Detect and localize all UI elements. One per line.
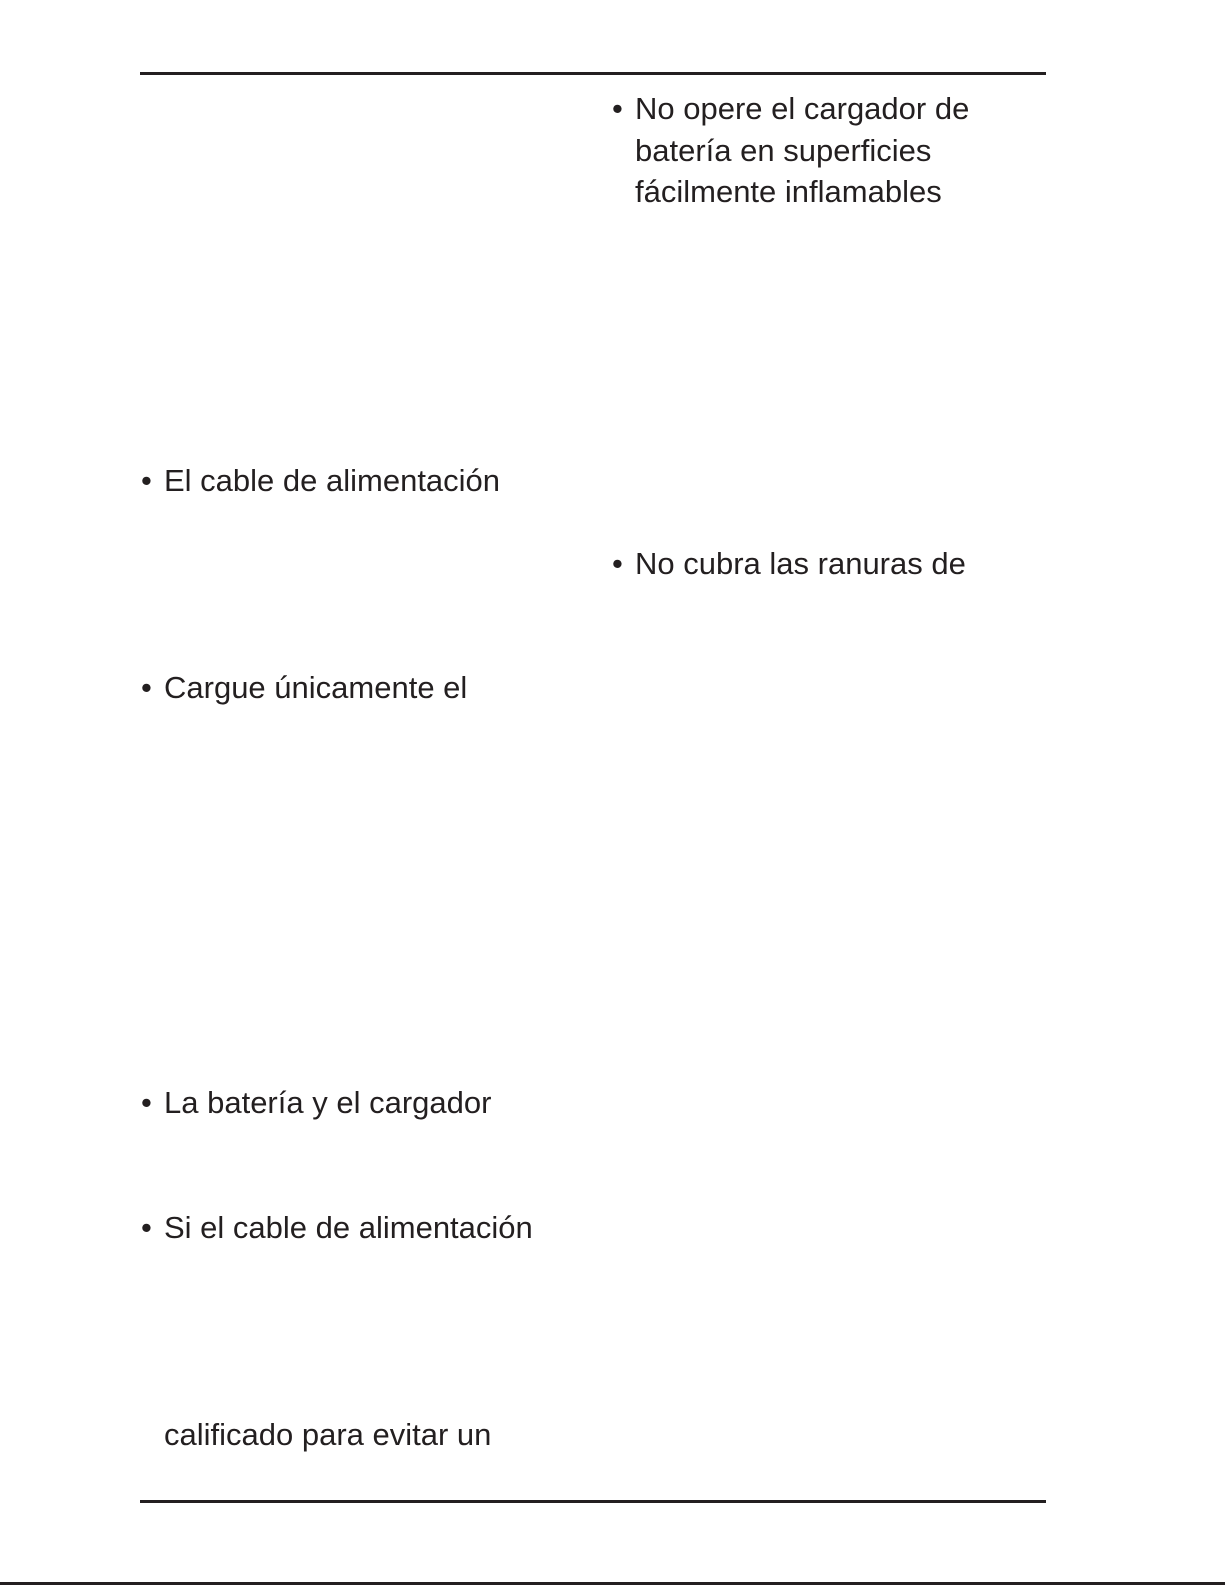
top-rule	[140, 72, 1046, 75]
bullet-icon: •	[612, 546, 623, 581]
left-item-1-text-1: El cable de alimentación	[164, 463, 501, 498]
bullet-icon: •	[612, 91, 623, 126]
bullet-icon: •	[141, 1085, 152, 1120]
bullet-icon: •	[141, 463, 152, 498]
left-item-3-line-1	[141, 1082, 492, 1124]
right-item-1-text-3: fácilmente inflamables	[635, 174, 942, 209]
left-item-2-line-1	[141, 667, 468, 709]
left-item-3-text-1: La batería y el cargador	[164, 1085, 492, 1120]
left-item-1-line-1	[141, 460, 501, 502]
right-item-2-text-1: No cubra las ranuras de	[635, 546, 966, 581]
left-continuation-line	[164, 1414, 491, 1456]
right-item-1-line-2	[635, 130, 931, 172]
left-continuation-text: calificado para evitar un	[164, 1417, 492, 1452]
bullet-icon: •	[141, 670, 152, 705]
right-item-2-line-1	[612, 543, 966, 585]
bullet-icon: •	[141, 1210, 152, 1245]
left-item-4-line-1	[141, 1207, 533, 1249]
left-item-4-text-1: Si el cable de alimentación	[164, 1210, 533, 1245]
right-item-1-line-1	[612, 88, 970, 130]
bottom-rule	[140, 1500, 1046, 1503]
right-item-1-text-2: batería en superficies	[635, 133, 932, 168]
right-item-1-line-3	[635, 171, 942, 213]
right-item-1-text-1: No opere el cargador de	[635, 91, 970, 126]
left-item-2-text-1: Cargue únicamente el	[164, 670, 468, 705]
